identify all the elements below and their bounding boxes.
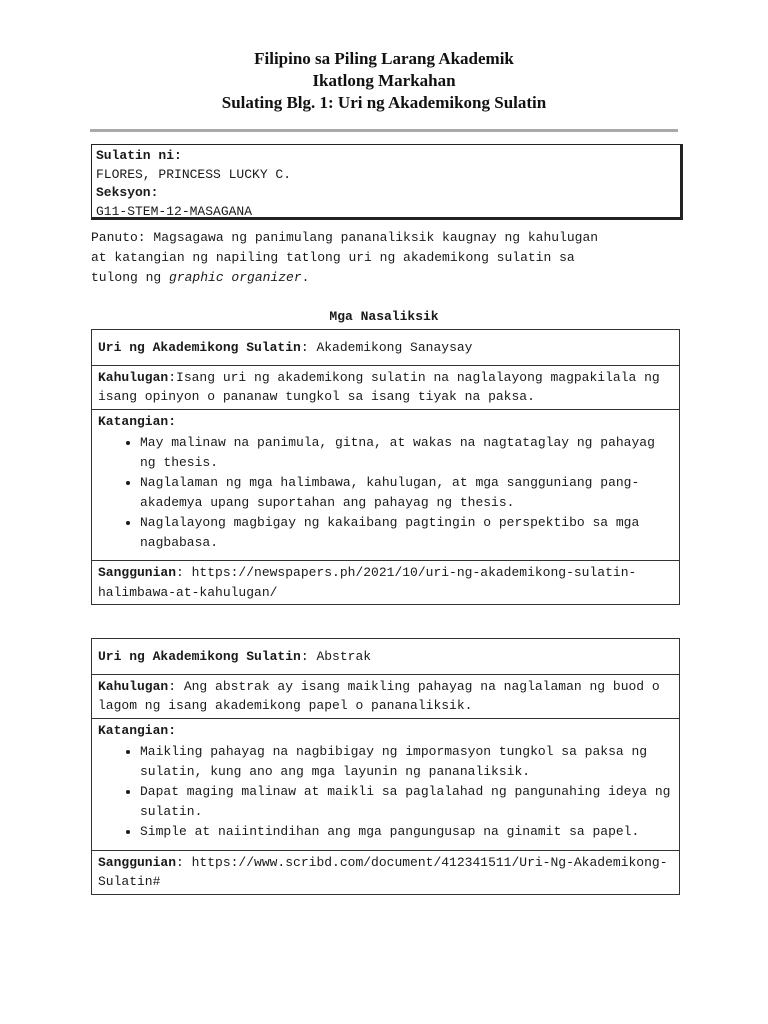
list-item: • Naglalaman ng mga halimbawa, kahulugan, at mga sangguniang pang-akademya upang suportahan ang pahayag ng thesis. xyxy=(140,473,673,512)
sanggunian-link[interactable]: : https://newspapers.ph/2021/10/uri-ng-akademikong-sulatin-halimbawa-at-kahulugan/ xyxy=(98,565,637,600)
sanggunian-row xyxy=(92,561,680,605)
header-divider xyxy=(90,129,678,132)
research-table xyxy=(91,638,680,895)
author-name: FLORES, PRINCESS LUCKY C. xyxy=(96,166,292,182)
uri-row xyxy=(92,330,680,366)
uri-cell xyxy=(92,639,680,675)
sanggunian-cell xyxy=(92,561,680,605)
sanggunian-label: Sanggunian xyxy=(98,854,177,870)
kahulugan-cell xyxy=(92,674,680,718)
section-name: G11-STEM-12-MASAGANA xyxy=(96,203,253,219)
instructions-italic: graphic organizer xyxy=(169,270,302,285)
katangian-label: Katangian: xyxy=(98,722,177,738)
kahulugan-value: :Isang uri ng akademikong sulatin na naglalayong magpakilala ng isang opinyon o pananaw tungkol sa isang tiyak na paksa. xyxy=(98,369,660,404)
document-header xyxy=(0,48,768,114)
assignment-title: Sulating Blg. 1: Uri ng Akademikong Sulatin xyxy=(221,93,547,112)
sanggunian-row xyxy=(92,850,680,894)
student-info-box xyxy=(91,144,683,220)
list-item: • Naglalayong magbigay ng kakaibang pagtingin o perspektibo sa mga nagbabasa. xyxy=(140,513,673,552)
katangian-row xyxy=(92,409,680,561)
sanggunian-cell xyxy=(92,850,680,894)
list-item: • Maikling pahayag na nagbibigay ng impormasyon tungkol sa paksa ng sulatin, kung ano ang mga layunin ng pananaliksik. xyxy=(140,742,673,781)
kahulugan-cell xyxy=(92,365,680,409)
research-table xyxy=(91,329,680,605)
katangian-row xyxy=(92,718,680,850)
uri-label: Uri ng Akademikong Sulatin xyxy=(98,649,301,664)
quarter-title: Ikatlong Markahan xyxy=(312,71,456,90)
katangian-cell xyxy=(92,409,680,561)
section-title: Mga Nasaliksik xyxy=(329,309,439,324)
course-title: Filipino sa Piling Larang Akademik xyxy=(254,49,514,68)
uri-cell xyxy=(92,330,680,366)
sanggunian-label: Sanggunian xyxy=(98,565,177,580)
list-item: • May malinaw na panimula, gitna, at wakas na nagtataglay ng pahayag ng thesis. xyxy=(140,433,673,472)
instructions-text: Panuto: Magsagawa ng panimulang pananaliksik kaugnay ng kahulugan at katangian ng napiling tatlong uri ng akademikong sulatin sa tulong ng xyxy=(91,230,599,285)
instructions-period: . xyxy=(301,270,310,285)
uri-value: : Abstrak xyxy=(300,649,372,664)
sanggunian-link[interactable]: : https://www.scribd.com/document/412341511/Uri-Ng-Akademikong-Sulatin# xyxy=(98,854,668,889)
section-label: Seksyon: xyxy=(96,185,159,200)
kahulugan-row xyxy=(92,674,680,718)
uri-label: Uri ng Akademikong Sulatin xyxy=(98,340,301,355)
kahulugan-row xyxy=(92,365,680,409)
kahulugan-value: : Ang abstrak ay isang maikling pahayag na naglalaman ng buod o lagom ng isang akademikong papel o pananaliksik. xyxy=(98,678,660,713)
author-label: Sulatin ni: xyxy=(96,148,182,163)
instructions-paragraph xyxy=(91,228,683,288)
list-item: • Dapat maging malinaw at maikli sa paglalahad ng pangunahing ideya ng sulatin. xyxy=(140,782,673,821)
uri-value: : Akademikong Sanaysay xyxy=(300,340,473,355)
uri-row xyxy=(92,639,680,675)
katangian-list xyxy=(98,433,673,552)
katangian-list xyxy=(98,742,673,842)
katangian-cell xyxy=(92,718,680,850)
katangian-label: Katangian: xyxy=(98,413,177,429)
kahulugan-label: Kahulugan xyxy=(98,369,169,385)
list-item: • Simple at naiintindihan ang mga pangungusap na ginamit sa papel. xyxy=(140,822,673,842)
kahulugan-label: Kahulugan xyxy=(98,678,169,694)
